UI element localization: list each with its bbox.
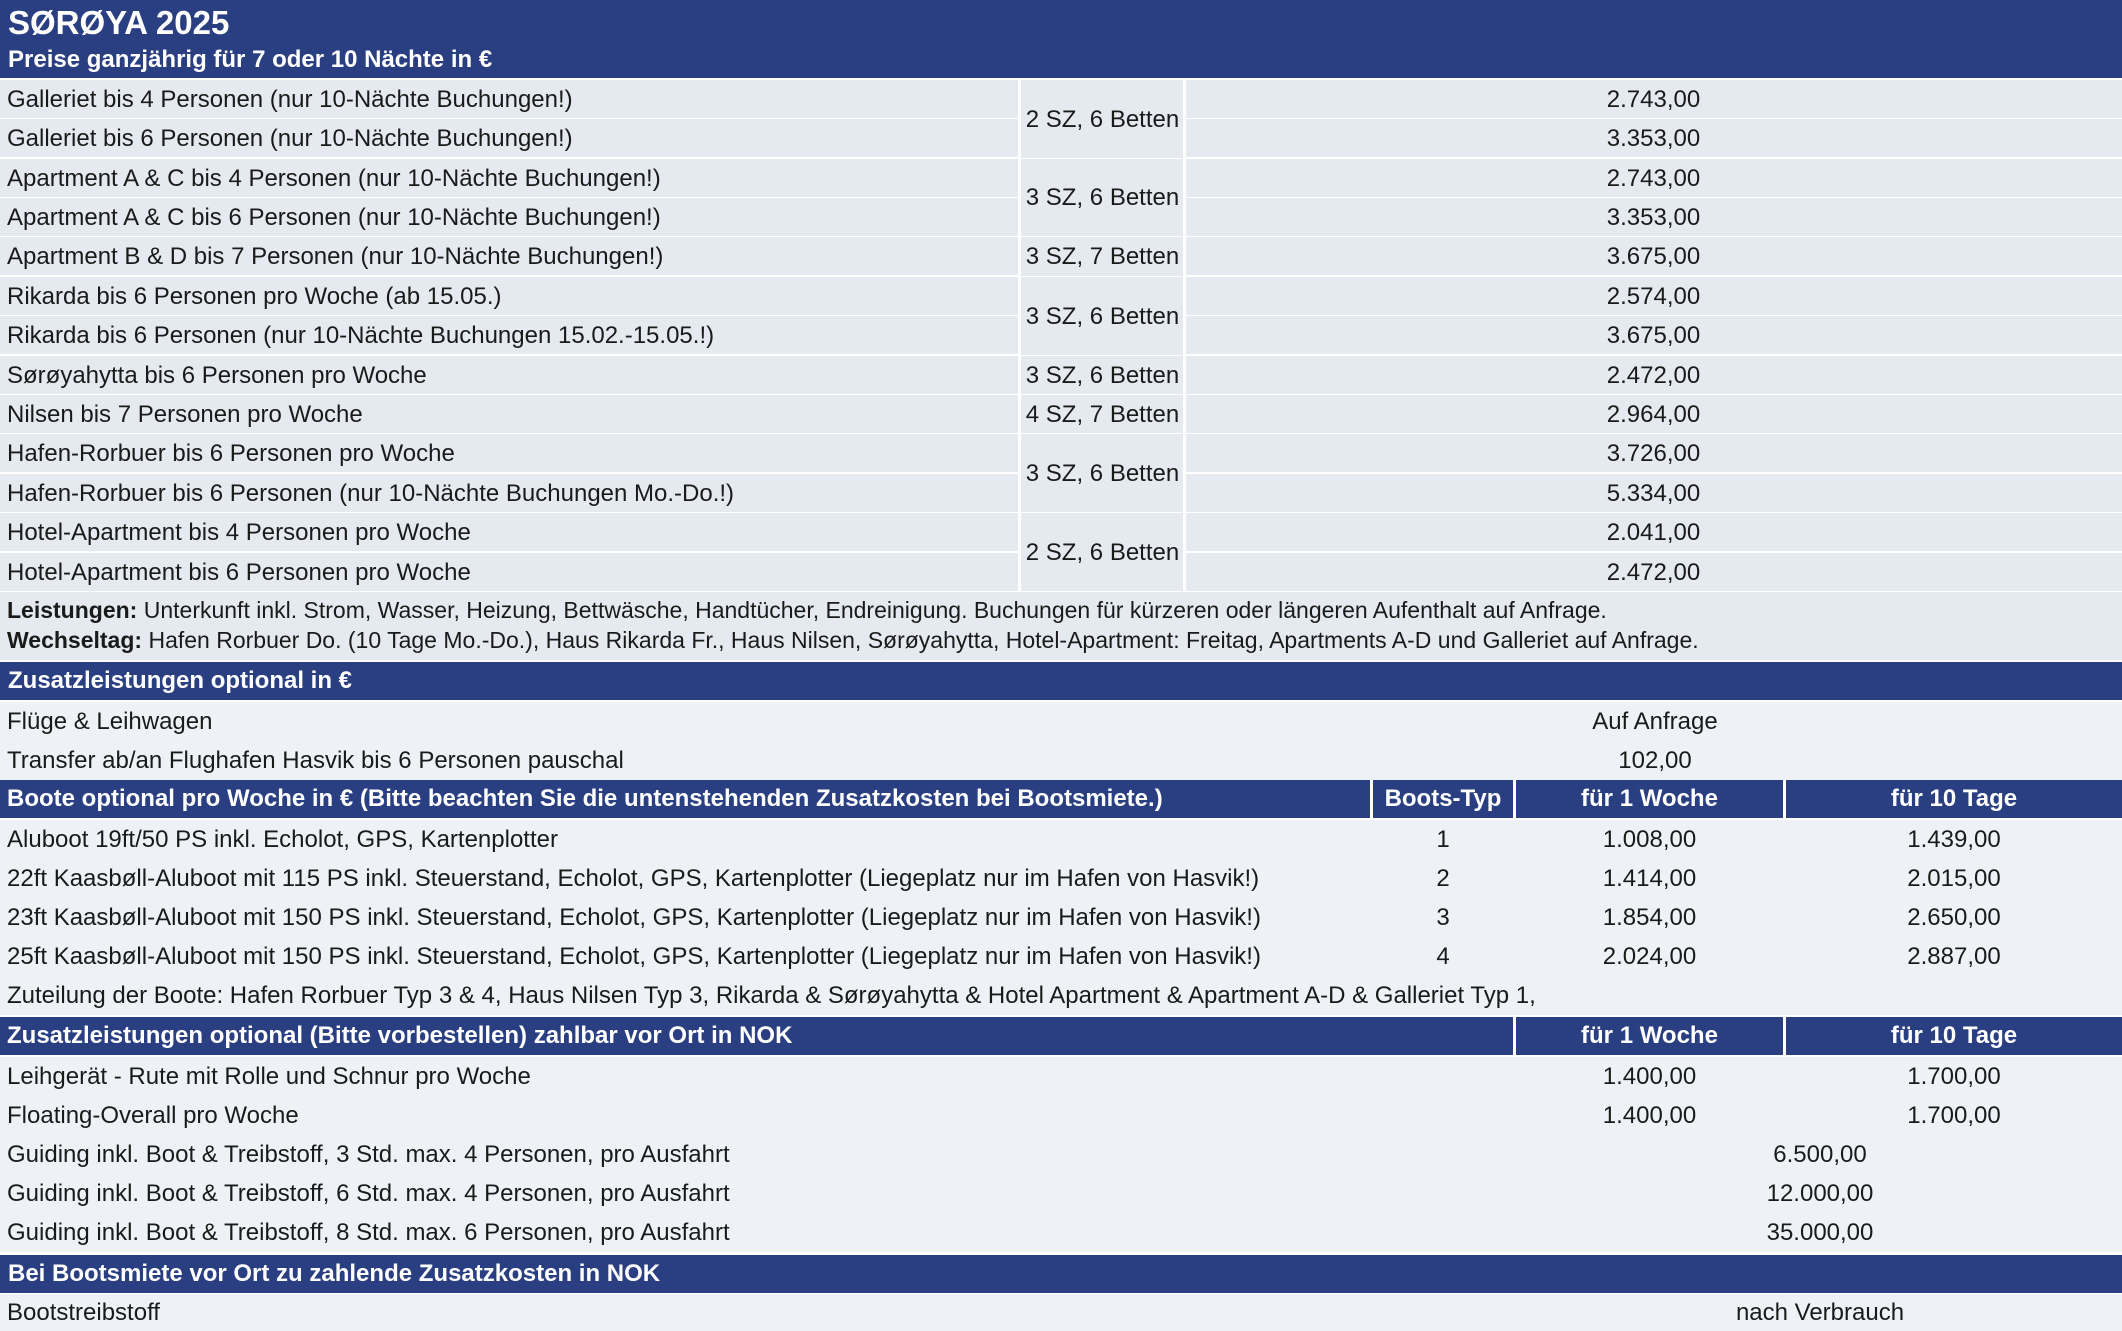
local-header-row [0,1017,2122,1055]
leistungen-note [7,595,1607,625]
boat-week-price: 2.024,00 [1602,943,1697,970]
accommodation-name: Rikarda bis 6 Personen (nur 10-Nächte Buchungen 15.02.-15.05.!) [7,322,715,349]
price-cell: 2.472,00 [1185,553,2122,592]
table-row [0,1213,2122,1252]
boat-allocation-row [0,976,2122,1015]
leistungen-text: Unterkunft inkl. Strom, Wasser, Heizung, Bettwäsche, Handtücher, Endreinigung. Buchungen für kürzeren oder längeren Aufenthalt auf Anfrage. [137,597,1607,623]
extras-header: Zusatzleistungen optional in € [0,662,2122,700]
boatcosts-header: Bei Bootsmiete vor Ort zu zahlende Zusatzkosten in NOK [0,1255,2122,1293]
accommodation-name: Apartment A & C bis 6 Personen (nur 10-Nächte Buchungen!) [7,204,661,231]
boatcost-value: nach Verbrauch [1735,1299,1905,1326]
guiding-name: Guiding inkl. Boot & Treibstoff, 6 Std. max. 4 Personen, pro Ausfahrt [7,1180,730,1207]
boat-type: 4 [1436,943,1450,970]
boat-name: 22ft Kaasbøll-Aluboot mit 115 PS inkl. Steuerstand, Echolot, GPS, Kartenplotter (Liegeplatz nur im Hafen von Hasvik!) [7,865,1260,892]
accommodation-name: Hotel-Apartment bis 6 Personen pro Woche [7,559,471,586]
table-row [0,474,1020,513]
boats-header-row [0,780,2122,818]
table-row [0,553,1020,592]
accommodation-table [0,80,2122,592]
boat-ten-days-price: 2.015,00 [1907,865,2001,892]
rental-name: Floating-Overall pro Woche [7,1102,299,1129]
room-config-cell: 3 SZ, 6 Betten [1020,356,1185,395]
room-config-cell: 3 SZ, 6 Betten [1020,277,1185,356]
ten-days-column-header: für 10 Tage [1890,785,2018,812]
table-row [0,237,1020,276]
guiding-name: Guiding inkl. Boot & Treibstoff, 3 Std. max. 4 Personen, pro Ausfahrt [7,1141,730,1168]
accommodation-name: Hafen-Rorbuer bis 6 Personen pro Woche [7,440,455,467]
table-row [0,1174,2122,1213]
room-config-cell: 2 SZ, 6 Betten [1020,80,1185,159]
table-row [0,741,2122,780]
accommodation-name: Nilsen bis 7 Personen pro Woche [7,401,363,428]
week-column-header: für 1 Woche [1581,785,1718,812]
page-title: SØRØYA 2025 [8,4,230,41]
table-row [0,1135,2122,1174]
price-cell: 3.675,00 [1185,237,2122,276]
extra-name: Flüge & Leihwagen [7,708,213,735]
boat-type-column-header: Boots-Typ [1384,785,1502,812]
rental-ten-days-price: 1.700,00 [1907,1063,2001,1090]
price-column [1185,80,2122,592]
boat-name: 23ft Kaasbøll-Aluboot mit 150 PS inkl. Steuerstand, Echolot, GPS, Kartenplotter (Liegeplatz nur im Hafen von Hasvik!) [7,904,1261,931]
boat-week-price: 1.414,00 [1602,865,1697,892]
price-cell: 3.675,00 [1185,316,2122,355]
accommodation-name: Galleriet bis 6 Personen (nur 10-Nächte Buchungen!) [7,125,573,152]
accommodation-name-column [0,80,1020,592]
extra-name: Transfer ab/an Flughafen Hasvik bis 6 Personen pauschal [7,747,624,774]
table-row [0,513,1020,552]
price-cell: 2.743,00 [1185,159,2122,198]
price-cell: 3.353,00 [1185,198,2122,237]
room-config-cell: 3 SZ, 6 Betten [1020,434,1185,513]
boat-week-price: 1.008,00 [1602,826,1697,853]
room-config-cell: 3 SZ, 6 Betten [1020,159,1185,237]
table-row [0,1096,2122,1135]
accommodation-name: Sørøyahytta bis 6 Personen pro Woche [7,362,427,389]
column-divider [1183,80,1186,592]
rental-ten-days-price: 1.700,00 [1907,1102,2001,1129]
accommodation-name: Apartment A & C bis 4 Personen (nur 10-Nächte Buchungen!) [7,165,661,192]
accommodation-name: Galleriet bis 4 Personen (nur 10-Nächte Buchungen!) [7,86,573,113]
table-row [0,434,1020,473]
rental-week-price: 1.400,00 [1602,1063,1697,1090]
column-divider [1018,80,1021,592]
table-row [0,198,1020,237]
boats-header: Boote optional pro Woche in € (Bitte beachten Sie die untenstehenden Zusatzkosten bei Bootsmiete.) [7,785,1163,812]
table-row [0,820,2122,859]
table-row [0,316,1020,355]
guiding-price: 35.000,00 [1766,1219,1874,1246]
price-cell: 3.353,00 [1185,119,2122,158]
table-row [0,159,1020,198]
rental-week-price: 1.400,00 [1602,1102,1697,1129]
room-config-cell: 2 SZ, 6 Betten [1020,513,1185,592]
boat-type: 2 [1436,865,1450,892]
boat-allocation: Zuteilung der Boote: Hafen Rorbuer Typ 3 & 4, Haus Nilsen Typ 3, Rikarda & Sørøyahytta & Hotel Apartment & Apartment A-D & Galleriet Typ 1, [7,982,1536,1009]
table-row [0,277,1020,316]
table-row [0,119,1020,158]
table-row [0,937,2122,976]
room-config-column [1020,80,1185,592]
week-column-header: für 1 Woche [1581,1022,1718,1049]
boat-name: Aluboot 19ft/50 PS inkl. Echolot, GPS, Kartenplotter [7,826,558,853]
accommodation-name: Hafen-Rorbuer bis 6 Personen (nur 10-Nächte Buchungen Mo.-Do.!) [7,480,735,507]
wechseltag-label: Wechseltag: [7,627,143,653]
extra-value: Auf Anfrage [1592,708,1718,735]
local-header: Zusatzleistungen optional (Bitte vorbestellen) zahlbar vor Ort in NOK [7,1022,793,1049]
price-cell: 3.726,00 [1185,434,2122,473]
table-row [0,80,1020,119]
price-cell: 2.743,00 [1185,80,2122,119]
price-cell: 2.964,00 [1185,395,2122,434]
accommodation-name: Hotel-Apartment bis 4 Personen pro Woche [7,519,471,546]
table-row [0,1294,2122,1331]
wechseltag-note [7,625,1699,655]
boat-ten-days-price: 2.887,00 [1907,943,2001,970]
leistungen-label: Leistungen: [7,597,138,623]
accommodation-name: Apartment B & D bis 7 Personen (nur 10-Nächte Buchungen!) [7,243,664,270]
table-row [0,395,1020,434]
table-row [0,702,2122,741]
rental-name: Leihgerät - Rute mit Rolle und Schnur pro Woche [7,1063,531,1090]
boat-type: 1 [1436,826,1450,853]
page-subtitle: Preise ganzjährig für 7 oder 10 Nächte in € [8,46,493,73]
price-cell: 5.334,00 [1185,474,2122,513]
table-row [0,356,1020,395]
boat-type: 3 [1436,904,1450,931]
boatcost-name: Bootstreibstoff [7,1299,160,1326]
ten-days-column-header: für 10 Tage [1890,1022,2018,1049]
room-config-cell: 3 SZ, 7 Betten [1020,237,1185,277]
wechseltag-text: Hafen Rorbuer Do. (10 Tage Mo.-Do.), Haus Rikarda Fr., Haus Nilsen, Sørøyahytta, Hotel-Apartment: Freitag, Apartments A-D und Galleriet auf Anfrage. [142,627,1699,653]
accommodation-name: Rikarda bis 6 Personen pro Woche (ab 15.05.) [7,283,502,310]
table-row [0,1057,2122,1096]
guiding-price: 6.500,00 [1773,1141,1867,1168]
price-cell: 2.472,00 [1185,356,2122,395]
guiding-price: 12.000,00 [1766,1180,1874,1207]
boat-ten-days-price: 1.439,00 [1907,826,2001,853]
table-row [0,859,2122,898]
room-config-cell: 4 SZ, 7 Betten [1020,395,1185,434]
price-cell: 2.574,00 [1185,277,2122,316]
table-row [0,898,2122,937]
boat-name: 25ft Kaasbøll-Aluboot mit 150 PS inkl. Steuerstand, Echolot, GPS, Kartenplotter (Liegeplatz nur im Hafen von Hasvik!) [7,943,1261,970]
boat-week-price: 1.854,00 [1602,904,1697,931]
guiding-name: Guiding inkl. Boot & Treibstoff, 8 Std. max. 6 Personen, pro Ausfahrt [7,1219,730,1246]
boat-ten-days-price: 2.650,00 [1907,904,2001,931]
title-block [0,0,2122,78]
notes-block [0,592,2122,660]
price-cell: 2.041,00 [1185,513,2122,552]
extra-value: 102,00 [1618,747,1692,774]
